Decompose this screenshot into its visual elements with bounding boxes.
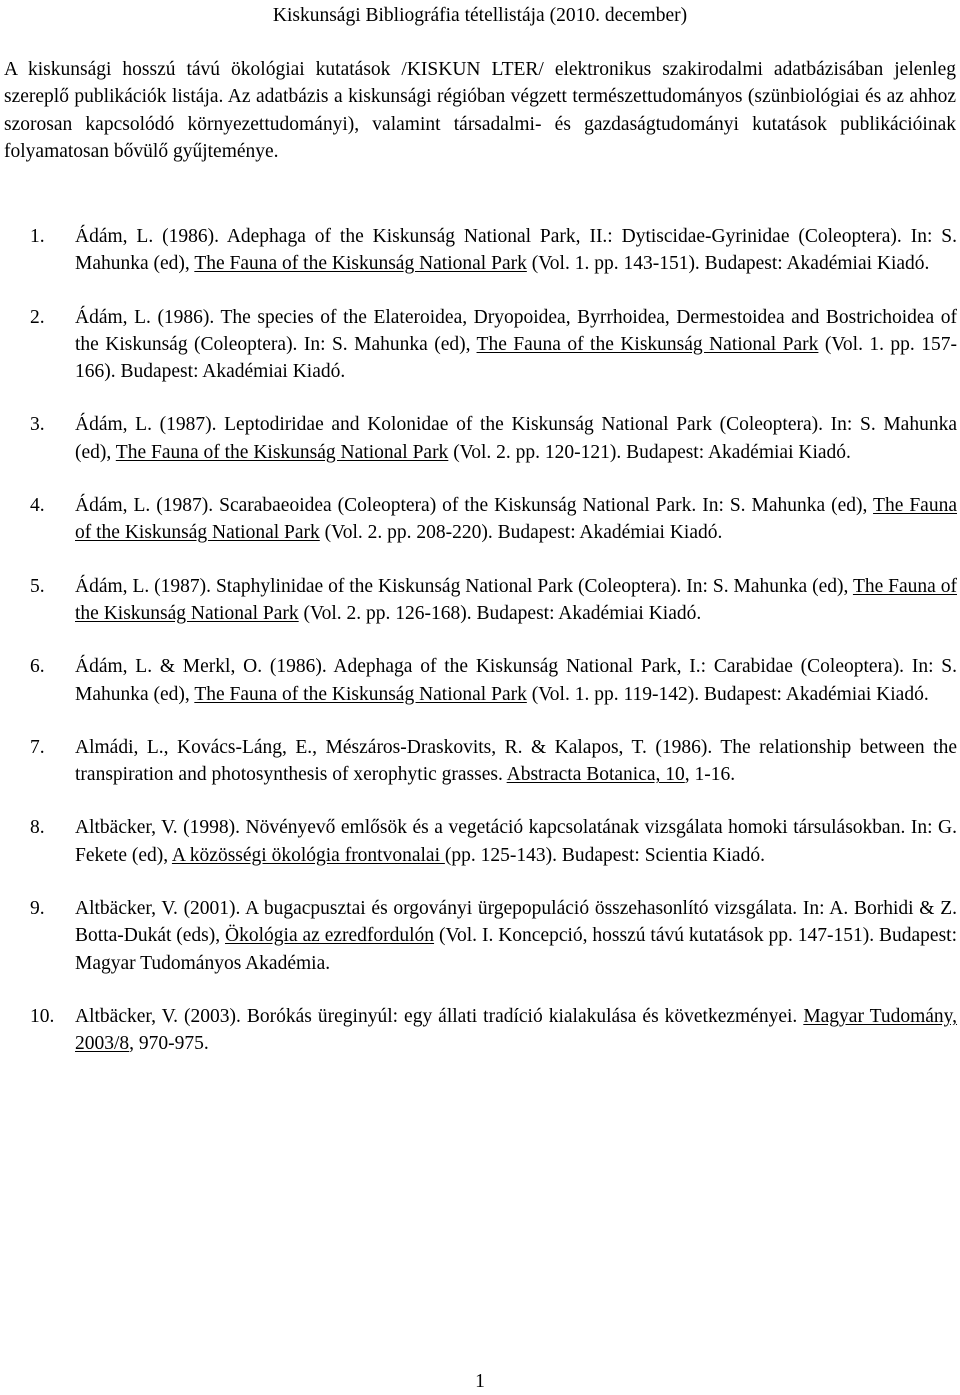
reference-citation: Ádám, L. (1987). Scarabaeoidea (Coleoptera) of the Kiskunság National Park. In: S. Mahunka (ed), [75,495,874,517]
reference-citation: Altbäcker, V. (2001). A bugacpusztai és orgoványi ürgepopuláció összehasonlító vizsgálata. In: A. Borhidi & Z. Botta-Dukát (eds), [75,898,957,947]
reference-item [30,895,957,977]
reference-source-title: The Fauna of the Kiskunság National Park [476,333,819,355]
reference-number: 9. [30,898,45,920]
reference-item [30,1003,957,1058]
reference-citation: Almádi, L., Kovács-Láng, E., Mészáros-Draskovits, R. & Kalapos, T. (1986). The relationship between the transpiration and photosynthesis of xerophytic grasses. [75,736,957,786]
reference-text [75,492,957,547]
reference-item [30,223,957,278]
reference-details: (pp. 125-143). Budapest: Scientia Kiadó. [444,844,765,866]
document-header: Kiskunsági Bibliográfia tétellistája (2010. december) [272,5,688,26]
reference-item [30,573,957,628]
reference-source-title: The Fauna of the Kiskunság National Park [115,441,449,463]
reference-text [75,814,957,869]
reference-item [30,492,957,547]
reference-text [75,1003,957,1058]
reference-source-title: The Fauna of the Kiskunság National Park [75,495,957,544]
reference-details: (Vol. 2. pp. 208-220). Budapest: Akadémiai Kiadó. [319,522,723,544]
reference-citation: Altbäcker, V. (2003). Borókás üreginyúl: egy állati tradíció kialakulása és következményei. [75,1005,804,1027]
reference-details: (Vol. 1. pp. 143-151). Budapest: Akadémiai Kiadó. [526,253,930,275]
reference-source-title: Abstracta Botanica, 10 [506,764,685,786]
reference-source-title: Magyar Tudomány, 2003/8 [75,1005,958,1055]
reference-text [75,573,957,628]
reference-source-title: A közösségi ökológia frontvonalai [171,844,445,866]
reference-details: (Vol. 1. pp. 157-166). Budapest: Akadémiai Kiadó. [75,333,957,383]
reference-text [75,895,957,977]
reference-number: 10. [30,1005,55,1027]
reference-citation: Ádám, L. & Merkl, O. (1986). Adephaga of the Kiskunság National Park, I.: Carabidae (Coleoptera). In: S. Mahunka (ed), [75,656,957,705]
reference-text [75,411,957,466]
reference-item [30,814,957,869]
reference-source-title: Ökológia az ezredfordulón [225,925,435,947]
reference-list [30,223,957,1084]
reference-text [75,653,957,708]
reference-citation: Ádám, L. (1986). The species of the Elateroidea, Dryopoidea, Byrrhoidea, Dermestoidea and Bostrichoidea of the Kiskunság (Coleoptera). In: S. Mahunka (ed), [75,306,957,355]
reference-details: (Vol. 1. pp. 119-142). Budapest: Akadémiai Kiadó. [526,683,929,705]
reference-number: 7. [30,736,45,758]
reference-details: , 970-975. [129,1033,209,1055]
reference-citation: Ádám, L. (1986). Adephaga of the Kiskunság National Park, II.: Dytiscidae-Gyrinidae (Coleoptera). In: S. Mahunka (ed), [75,226,957,275]
reference-item [30,411,957,466]
reference-text [75,734,957,789]
reference-item [30,304,957,386]
reference-details: (Vol. 2. pp. 120-121). Budapest: Akadémiai Kiadó. [448,441,851,463]
reference-number: 6. [30,656,45,678]
reference-source-title: The Fauna of the Kiskunság National Park [194,683,527,705]
reference-number: 1. [30,226,45,247]
reference-citation: Ádám, L. (1987). Leptodiridae and Kolonidae of the Kiskunság National Park (Coleoptera). In: S. Mahunka (ed), [75,414,957,463]
reference-number: 8. [30,817,45,839]
reference-citation: Altbäcker, V. (1998). Növényevő emlősök és a vegetáció kapcsolatának vizsgálata homoki társulásokban. In: G. Fekete (ed), [75,817,957,866]
reference-details: , 1-16. [684,764,736,786]
reference-source-title: The Fauna of the Kiskunság National Park [75,575,957,624]
reference-number: 3. [30,414,45,436]
page-number: 1 [475,1371,485,1392]
reference-source-title: The Fauna of the Kiskunság National Park [194,253,527,275]
reference-number: 4. [30,495,45,517]
reference-number: 5. [30,575,45,597]
reference-details: (Vol. I. Koncepció, hosszú távú kutatások pp. 147-151). Budapest: Magyar Tudományos Akadémia. [75,925,957,974]
reference-number: 2. [30,306,45,328]
reference-item [30,653,957,708]
reference-citation: Ádám, L. (1987). Staphylinidae of the Kiskunság National Park (Coleoptera). In: S. Mahunka (ed), [75,575,853,597]
reference-text [75,304,957,386]
intro-paragraph: A kiskunsági hosszú távú ökológiai kutatások /KISKUN LTER/ elektronikus szakirodalmi adatbázisában jelenleg szereplő publikációk listája. Az adatbázis a kiskunsági régióban végzett természettudományos (szünbiológiai és az ahhoz szorosan kapcsolódó környezettudományi), valamint társadalmi- és gazdaságtudományi kutatások publikációinak folyamatosan bővülő gyűjteménye. [4,59,956,162]
reference-item [30,734,957,789]
reference-details: (Vol. 2. pp. 126-168). Budapest: Akadémiai Kiadó. [298,602,702,624]
reference-text [75,223,957,278]
